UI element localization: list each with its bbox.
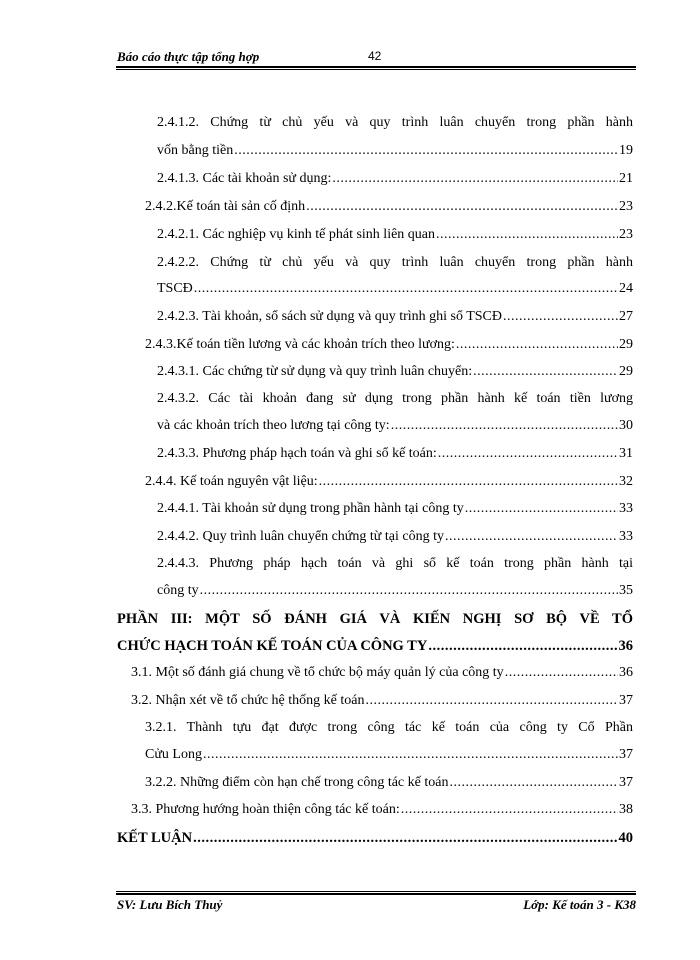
toc-entry-label: 2.4.2.1. Các nghiệp vụ kinh tế phát sinh liên quan (157, 227, 436, 242)
toc-leader-dots (193, 830, 617, 847)
toc-entry-2-4-2-3[interactable] (157, 309, 633, 333)
toc-entry-2-4-3-2-line1: 2.4.3.2. Các tài khoản đang sử dụng trong phần hành kế toán tiền lương (157, 391, 633, 406)
toc-leader-dots (200, 583, 618, 599)
toc-entry-label: 2.4.4. Kế toán nguyên vật liệu: (145, 474, 318, 489)
toc-page-number: 38 (619, 802, 633, 817)
toc-entry-label: 3.3. Phương hướng hoàn thiện công tác kế toán: (131, 802, 400, 817)
toc-leader-dots (194, 281, 618, 297)
toc-leader-dots (445, 529, 618, 545)
toc-entry-label: TSCĐ (157, 281, 193, 296)
footer-student: SV: Lưu Bích Thuỷ (117, 897, 223, 912)
toc-entry-2-4-1-3[interactable] (157, 171, 633, 195)
toc-entry-3-2-1[interactable] (145, 747, 633, 771)
toc-entry-2-4-4-3[interactable] (157, 583, 633, 607)
report-title: Báo cáo thực tập tổng hợp (117, 49, 260, 64)
page-number: 42 (368, 49, 382, 63)
toc-entry-label: CHỨC HẠCH TOÁN KẾ TOÁN CỦA CÔNG TY (117, 638, 428, 654)
toc-entry-2-4-4-3-line1: 2.4.4.3. Phương pháp hạch toán và ghi sổ kế toán trong phần hành tại (157, 556, 633, 571)
toc-entry-label: và các khoản trích theo lương tại công ty: (157, 418, 390, 433)
toc-entry-2-4-3-1[interactable] (157, 364, 633, 388)
toc-page-number: 29 (619, 364, 633, 379)
toc-leader-dots (456, 337, 618, 353)
toc-entry-label: công ty (157, 583, 199, 598)
toc-page-number: 23 (619, 199, 633, 214)
toc-leader-dots (465, 501, 618, 517)
toc-entry-2-4-3[interactable] (145, 337, 633, 361)
toc-entry-3-1[interactable] (131, 665, 633, 689)
toc-leader-dots (332, 171, 618, 187)
toc-page-number: 24 (619, 281, 633, 296)
toc-page-number: 29 (619, 337, 633, 352)
toc-leader-dots (473, 364, 618, 380)
toc-entry-label: 2.4.1.3. Các tài khoản sử dụng: (157, 171, 332, 186)
toc-page-number: 37 (619, 747, 633, 762)
toc-entry-label: 3.2.2. Những điểm còn hạn chế trong công tác kế toán (145, 775, 449, 790)
toc-entry-2-4-4-2[interactable] (157, 529, 633, 553)
toc-leader-dots (401, 802, 618, 818)
toc-page-number: 37 (619, 775, 633, 790)
toc-leader-dots (436, 227, 618, 243)
toc-entry-3-3[interactable] (131, 802, 633, 826)
toc-entry-2-4-4-1[interactable] (157, 501, 633, 525)
footer-class: Lớp: Kế toán 3 - K38 (523, 897, 636, 912)
toc-leader-dots (428, 638, 617, 655)
toc-part-iii-line1: PHẦN III: MỘT SỐ ĐÁNH GIÁ VÀ KIẾN NGHỊ SƠ BỘ VỀ TỔ (117, 611, 633, 627)
toc-entry-2-4-3-3[interactable] (157, 446, 633, 470)
toc-page-number: 36 (619, 665, 633, 680)
toc-entry-2-4-2-2-line1: 2.4.2.2. Chứng từ chủ yếu và quy trình luân chuyển trong phần hành (157, 255, 633, 270)
toc-entry-3-2-1-line1: 3.2.1. Thành tựu đạt được trong công tác kế toán của công ty Cổ Phần (145, 720, 633, 735)
toc-page-number: 33 (619, 529, 633, 544)
toc-entry-label: 2.4.4.2. Quy trình luân chuyển chứng từ tại công ty (157, 529, 444, 544)
toc-page-number: 33 (619, 501, 633, 516)
toc-page-number: 36 (618, 638, 633, 654)
toc-leader-dots (203, 747, 618, 763)
toc-leader-dots (449, 775, 618, 791)
toc-page-number: 21 (619, 171, 633, 186)
toc-leader-dots (365, 693, 618, 709)
toc-page-number: 35 (619, 583, 633, 598)
page-header (117, 48, 635, 68)
footer-rule (116, 891, 636, 895)
toc-entry-label: 2.4.3.1. Các chứng từ sử dụng và quy trình luân chuyển: (157, 364, 473, 379)
toc-entry-label: KẾT LUẬN (117, 830, 193, 846)
toc-entry-label: 2.4.2.Kế toán tài sản cố định (145, 199, 306, 214)
toc-entry-2-4-2-2[interactable] (157, 281, 633, 305)
toc-entry-label: 2.4.3.Kế toán tiền lương và các khoản trích theo lương: (145, 337, 455, 352)
toc-entry-2-4-1-2-line1: 2.4.1.2. Chứng từ chủ yếu và quy trình luân chuyển trong phần hành (157, 115, 633, 130)
toc-entry-label: 2.4.3.3. Phương pháp hạch toán và ghi sổ kế toán: (157, 446, 437, 461)
toc-entry-3-2[interactable] (131, 693, 633, 717)
toc-entry-2-4-2[interactable] (145, 199, 633, 223)
toc-entry-label: 3.2. Nhận xét về tổ chức hệ thống kế toán (131, 693, 365, 708)
toc-page-number: 31 (619, 446, 633, 461)
toc-leader-dots (505, 665, 618, 681)
toc-entry-label: vốn bằng tiền (157, 143, 234, 158)
toc-page-number: 37 (619, 693, 633, 708)
toc-page-number: 40 (618, 830, 633, 846)
toc-entry-label: 2.4.4.1. Tài khoản sử dụng trong phần hành tại công ty (157, 501, 464, 516)
toc-entry-label: 2.4.2.3. Tài khoản, sổ sách sử dụng và quy trình ghi sổ TSCĐ (157, 309, 503, 324)
toc-leader-dots (306, 199, 618, 215)
toc-entry-2-4-1-2[interactable] (157, 143, 633, 167)
toc-entry-3-2-2[interactable] (145, 775, 633, 799)
toc-leader-dots (234, 143, 618, 159)
toc-leader-dots (391, 418, 618, 434)
toc-conclusion[interactable] (117, 830, 633, 854)
toc-page-number: 19 (619, 143, 633, 158)
toc-entry-2-4-3-2[interactable] (157, 418, 633, 442)
toc-leader-dots (438, 446, 618, 462)
toc-page-number: 32 (619, 474, 633, 489)
toc-entry-label: 3.1. Một số đánh giá chung về tổ chức bộ máy quản lý của công ty (131, 665, 504, 680)
toc-page-number: 27 (619, 309, 633, 324)
toc-entry-2-4-4[interactable] (145, 474, 633, 498)
toc-part-iii[interactable] (117, 638, 633, 662)
toc-entry-label: Cửu Long (145, 747, 202, 762)
toc-page-number: 23 (619, 227, 633, 242)
toc-entry-2-4-2-1[interactable] (157, 227, 633, 251)
toc-leader-dots (319, 474, 618, 490)
toc-page-number: 30 (619, 418, 633, 433)
toc-leader-dots (503, 309, 618, 325)
header-rule (116, 66, 636, 70)
